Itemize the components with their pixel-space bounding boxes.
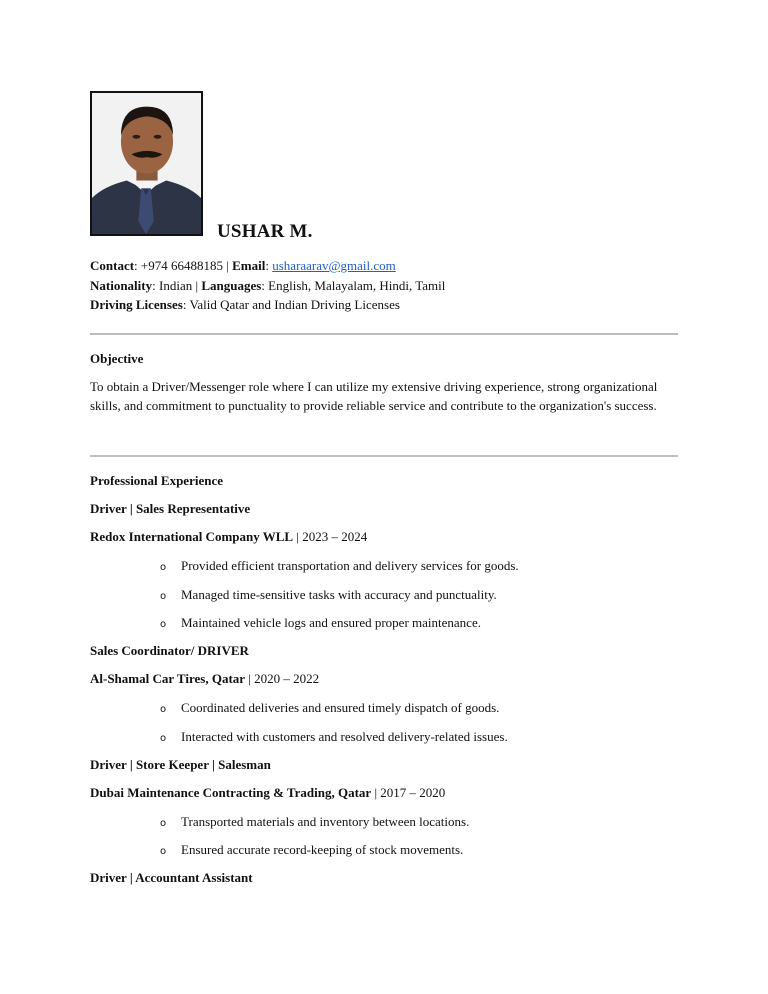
- list-item: [160, 842, 463, 858]
- bullet-marker: o: [160, 733, 167, 744]
- job-dates: | 2023 – 2024: [293, 529, 368, 544]
- objective-heading: Objective: [90, 351, 144, 366]
- list-item: [160, 558, 519, 574]
- list-item-text: Provided efficient transportation and delivery services for goods.: [181, 558, 519, 573]
- experience-heading: Professional Experience: [90, 473, 223, 488]
- nationality-value: Indian: [159, 278, 193, 293]
- job-employer-line: [90, 670, 319, 688]
- list-item: [160, 587, 497, 603]
- languages-label: Languages: [201, 278, 262, 293]
- contact-line: Contact: +974 66488185 | Email: usharaarav@gmail.com: [90, 258, 396, 273]
- bullet-marker: o: [160, 846, 167, 857]
- list-item-text: Managed time-sensitive tasks with accuracy and punctuality.: [181, 587, 497, 602]
- bullet-marker: o: [160, 704, 167, 715]
- phone-number: +974 66488185: [140, 258, 224, 273]
- profile-photo: [90, 91, 203, 236]
- list-item: [160, 615, 481, 631]
- contact-label: Contact: [90, 258, 135, 273]
- bullet-marker: o: [160, 818, 167, 829]
- job-title: Driver | Accountant Assistant: [90, 870, 253, 885]
- job-employer-line: [90, 528, 367, 546]
- separator: |: [192, 278, 202, 293]
- bullet-marker: o: [160, 619, 167, 630]
- job-dates: | 2020 – 2022: [245, 671, 320, 686]
- objective-text: To obtain a Driver/Messenger role where I can utilize my extensive driving experience, strong organizational skills, and commitment to punctuality to provide reliable service and contribute to the organization's success.: [90, 379, 658, 413]
- languages-value: English, Malayalam, Hindi, Tamil: [268, 278, 446, 293]
- list-item-text: Coordinated deliveries and ensured timely dispatch of goods.: [181, 700, 500, 715]
- bullet-marker: o: [160, 591, 167, 602]
- company-name: Al-Shamal Car Tires, Qatar: [90, 671, 246, 686]
- separator: |: [223, 258, 233, 273]
- list-item: [160, 700, 499, 716]
- section-divider: [90, 333, 678, 335]
- bullet-marker: o: [160, 562, 167, 573]
- list-item: [160, 729, 508, 745]
- list-item-text: Transported materials and inventory between locations.: [181, 814, 470, 829]
- email-link[interactable]: usharaarav@gmail.com: [272, 258, 396, 273]
- company-name: Redox International Company WLL: [90, 529, 294, 544]
- nationality-label: Nationality: [90, 278, 153, 293]
- list-item-text: Maintained vehicle logs and ensured proper maintenance.: [181, 615, 481, 630]
- licenses-line: Driving Licenses: Valid Qatar and Indian Driving Licenses: [90, 297, 400, 312]
- job-employer-line: [90, 784, 445, 802]
- job-title: Driver | Store Keeper | Salesman: [90, 757, 271, 772]
- job-dates: | 2017 – 2020: [371, 785, 446, 800]
- job-title: Sales Coordinator/ DRIVER: [90, 643, 249, 658]
- candidate-name: USHAR M.: [217, 221, 313, 242]
- email-label: Email: [232, 258, 266, 273]
- licenses-label: Driving Licenses: [90, 297, 183, 312]
- company-name: Dubai Maintenance Contracting & Trading, Qatar: [90, 785, 372, 800]
- job-title: Driver | Sales Representative: [90, 501, 251, 516]
- list-item-text: Interacted with customers and resolved delivery-related issues.: [181, 729, 508, 744]
- section-divider: [90, 455, 678, 457]
- list-item-text: Ensured accurate record-keeping of stock movements.: [181, 842, 464, 857]
- licenses-value: Valid Qatar and Indian Driving Licenses: [189, 297, 400, 312]
- list-item: [160, 814, 469, 830]
- nationality-line: Nationality: Indian | Languages: English, Malayalam, Hindi, Tamil: [90, 278, 446, 293]
